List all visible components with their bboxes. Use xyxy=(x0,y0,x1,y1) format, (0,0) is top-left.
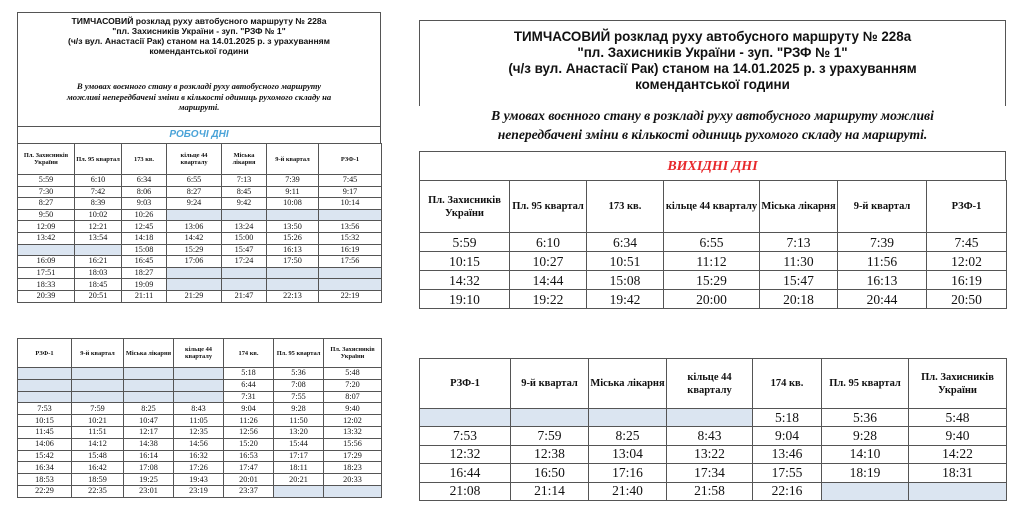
time-cell: 16:45 xyxy=(122,256,167,268)
table-row xyxy=(18,426,382,438)
time-cell: 7:55 xyxy=(274,391,324,403)
time-cell: 16:44 xyxy=(420,464,511,482)
time-cell xyxy=(319,279,382,291)
time-cell: 8:39 xyxy=(75,198,122,210)
time-cell: 17:47 xyxy=(224,462,274,474)
time-cell xyxy=(324,485,382,497)
time-cell: 8:43 xyxy=(174,403,224,415)
time-cell: 7:59 xyxy=(72,403,124,415)
stop-header: Пл. Захисників України xyxy=(909,359,1007,409)
time-cell: 6:55 xyxy=(664,233,760,252)
stop-header: Міська лікарня xyxy=(222,144,267,175)
time-cell: 12:21 xyxy=(75,221,122,233)
time-cell xyxy=(72,368,124,380)
table-row xyxy=(18,485,382,497)
time-cell: 13:42 xyxy=(18,232,75,244)
time-cell: 5:59 xyxy=(18,175,75,187)
stop-header: 173 кв. xyxy=(587,181,664,233)
time-cell xyxy=(267,267,319,279)
wartime-note-left: В умовах воєнного стану в розкладі руху автобусного маршруту можливі непередбачені зміни в кількості одиниць рухомого складу на маршруті. xyxy=(17,79,381,126)
time-cell: 22:19 xyxy=(319,290,382,302)
time-cell: 8:25 xyxy=(124,403,174,415)
time-cell xyxy=(167,279,222,291)
time-cell: 23:37 xyxy=(224,485,274,497)
table-row xyxy=(18,368,382,380)
time-cell: 13:54 xyxy=(75,232,122,244)
weekend-reverse-table xyxy=(419,358,1007,501)
stop-header: Пл. 95 квартал xyxy=(274,339,324,368)
stop-header: Міська лікарня xyxy=(760,181,838,233)
time-cell: 7:45 xyxy=(927,233,1007,252)
time-cell: 20:33 xyxy=(324,474,382,486)
time-cell: 12:09 xyxy=(18,221,75,233)
time-cell: 20:51 xyxy=(75,290,122,302)
stop-header: Пл. Захисників України xyxy=(420,181,510,233)
time-cell: 16:19 xyxy=(319,244,382,256)
weekday-forward-panel xyxy=(17,12,381,303)
time-cell: 10:15 xyxy=(18,415,72,427)
time-cell: 7:20 xyxy=(324,379,382,391)
time-cell: 18:27 xyxy=(122,267,167,279)
time-cell: 8:45 xyxy=(222,186,267,198)
table-row xyxy=(18,221,382,233)
time-cell: 13:24 xyxy=(222,221,267,233)
schedule-title-left: ТИМЧАСОВИЙ розклад руху автобусного маршруту № 228а "пл. Захисників України - зуп. "РЗФ № 1" (ч/з вул. Анастасії Рак) станом на 14.01.2025 р. з урахуванням комендантської години xyxy=(17,12,381,79)
time-cell: 15:08 xyxy=(587,271,664,290)
time-cell: 8:43 xyxy=(667,427,753,445)
stop-header: 173 кв. xyxy=(122,144,167,175)
time-cell xyxy=(274,485,324,497)
time-cell: 18:31 xyxy=(909,464,1007,482)
time-cell: 14:32 xyxy=(420,271,510,290)
time-cell xyxy=(75,244,122,256)
time-cell: 10:51 xyxy=(587,252,664,271)
table-row xyxy=(420,427,1007,445)
time-cell: 13:06 xyxy=(167,221,222,233)
time-cell: 14:44 xyxy=(510,271,587,290)
weekday-reverse-table xyxy=(17,338,382,498)
time-cell: 18:53 xyxy=(18,474,72,486)
time-cell: 22:13 xyxy=(267,290,319,302)
time-cell: 8:06 xyxy=(122,186,167,198)
stop-header: кільце 44 кварталу xyxy=(667,359,753,409)
time-cell xyxy=(511,409,589,427)
time-cell xyxy=(174,391,224,403)
time-cell xyxy=(124,391,174,403)
time-cell: 15:47 xyxy=(222,244,267,256)
time-cell: 9:04 xyxy=(224,403,274,415)
table-row xyxy=(18,256,382,268)
time-cell: 18:59 xyxy=(72,474,124,486)
time-cell: 13:04 xyxy=(589,445,667,463)
time-cell: 21:40 xyxy=(589,482,667,500)
time-cell: 14:18 xyxy=(122,232,167,244)
time-cell: 5:59 xyxy=(420,233,510,252)
time-cell: 19:22 xyxy=(510,290,587,309)
time-cell xyxy=(222,279,267,291)
time-cell xyxy=(18,244,75,256)
time-cell xyxy=(72,391,124,403)
time-cell: 15:42 xyxy=(18,450,72,462)
time-cell: 13:46 xyxy=(753,445,822,463)
time-cell: 20:18 xyxy=(760,290,838,309)
time-cell: 15:56 xyxy=(324,438,382,450)
time-cell: 21:14 xyxy=(511,482,589,500)
time-cell: 10:27 xyxy=(510,252,587,271)
time-cell: 21:29 xyxy=(167,290,222,302)
stop-header: РЗФ-1 xyxy=(319,144,382,175)
time-cell: 8:27 xyxy=(167,186,222,198)
time-cell: 13:32 xyxy=(324,426,382,438)
time-cell: 12:32 xyxy=(420,445,511,463)
time-cell: 7:13 xyxy=(760,233,838,252)
time-cell: 13:20 xyxy=(274,426,324,438)
time-cell: 6:34 xyxy=(587,233,664,252)
time-cell xyxy=(319,267,382,279)
time-cell: 10:21 xyxy=(72,415,124,427)
time-cell: 21:58 xyxy=(667,482,753,500)
weekend-reverse-panel xyxy=(419,358,1006,501)
time-cell: 17:50 xyxy=(267,256,319,268)
time-cell: 18:11 xyxy=(274,462,324,474)
time-cell xyxy=(72,379,124,391)
table-row xyxy=(420,233,1007,252)
time-cell: 7:13 xyxy=(222,175,267,187)
time-cell: 22:35 xyxy=(72,485,124,497)
table-row xyxy=(18,438,382,450)
weekend-forward-panel xyxy=(419,20,1006,309)
stop-header: Пл. 95 квартал xyxy=(822,359,909,409)
time-cell: 19:10 xyxy=(420,290,510,309)
time-cell: 19:25 xyxy=(124,474,174,486)
time-cell: 11:56 xyxy=(838,252,927,271)
weekday-forward-table xyxy=(17,143,382,303)
time-cell: 12:45 xyxy=(122,221,167,233)
time-cell xyxy=(909,482,1007,500)
time-cell: 8:07 xyxy=(324,391,382,403)
time-cell: 10:15 xyxy=(420,252,510,271)
time-cell: 11:12 xyxy=(664,252,760,271)
time-cell xyxy=(124,379,174,391)
time-cell: 19:09 xyxy=(122,279,167,291)
time-cell: 9:24 xyxy=(167,198,222,210)
time-cell: 22:29 xyxy=(18,485,72,497)
time-cell: 11:45 xyxy=(18,426,72,438)
wartime-note-right: В умовах воєнного стану в розкладі руху автобусного маршруту можливі непередбачені зміни в кількості одиниць рухомого складу на маршруті. xyxy=(491,108,934,142)
time-cell: 15:26 xyxy=(267,232,319,244)
time-cell: 9:28 xyxy=(822,427,909,445)
stop-header: РЗФ-1 xyxy=(18,339,72,368)
time-cell: 15:44 xyxy=(274,438,324,450)
time-cell: 10:47 xyxy=(124,415,174,427)
time-cell xyxy=(222,267,267,279)
time-cell: 14:06 xyxy=(18,438,72,450)
time-cell: 20:21 xyxy=(274,474,324,486)
time-cell: 11:30 xyxy=(760,252,838,271)
time-cell: 10:14 xyxy=(319,198,382,210)
time-cell: 12:35 xyxy=(174,426,224,438)
time-cell: 5:36 xyxy=(822,409,909,427)
time-cell: 17:06 xyxy=(167,256,222,268)
stop-header: Пл. Захисників України xyxy=(18,144,75,175)
time-cell: 10:26 xyxy=(122,209,167,221)
table-row xyxy=(18,450,382,462)
stop-header: Міська лікарня xyxy=(124,339,174,368)
time-cell: 16:14 xyxy=(124,450,174,462)
time-cell: 15:47 xyxy=(760,271,838,290)
time-cell: 18:33 xyxy=(18,279,75,291)
time-cell xyxy=(167,209,222,221)
stop-header: 174 кв. xyxy=(224,339,274,368)
time-cell: 20:44 xyxy=(838,290,927,309)
stop-header: РЗФ-1 xyxy=(927,181,1007,233)
time-cell: 15:00 xyxy=(222,232,267,244)
time-cell: 17:26 xyxy=(174,462,224,474)
time-cell: 14:10 xyxy=(822,445,909,463)
table-row xyxy=(18,415,382,427)
time-cell: 21:47 xyxy=(222,290,267,302)
time-cell: 5:36 xyxy=(274,368,324,380)
time-cell: 18:03 xyxy=(75,267,122,279)
time-cell: 17:51 xyxy=(18,267,75,279)
time-cell: 7:53 xyxy=(420,427,511,445)
time-cell: 5:18 xyxy=(224,368,274,380)
time-cell xyxy=(319,209,382,221)
table-row xyxy=(420,271,1007,290)
stop-header: 9-й квартал xyxy=(511,359,589,409)
time-cell: 15:48 xyxy=(72,450,124,462)
time-cell xyxy=(667,409,753,427)
weekend-label: ВИХІДНІ ДНІ xyxy=(419,151,1006,180)
time-cell: 14:22 xyxy=(909,445,1007,463)
stop-header: Пл. 95 квартал xyxy=(75,144,122,175)
time-cell: 9:42 xyxy=(222,198,267,210)
table-row xyxy=(18,198,382,210)
time-cell xyxy=(267,209,319,221)
time-cell: 5:18 xyxy=(753,409,822,427)
time-cell: 11:50 xyxy=(274,415,324,427)
table-row xyxy=(18,244,382,256)
time-cell: 15:29 xyxy=(664,271,760,290)
table-row xyxy=(18,403,382,415)
stop-header: 174 кв. xyxy=(753,359,822,409)
time-cell: 13:22 xyxy=(667,445,753,463)
time-cell: 11:26 xyxy=(224,415,274,427)
time-cell xyxy=(589,409,667,427)
time-cell xyxy=(822,482,909,500)
table-row xyxy=(420,464,1007,482)
stop-header: кільце 44 кварталу xyxy=(664,181,760,233)
time-cell xyxy=(222,209,267,221)
stop-header: Міська лікарня xyxy=(589,359,667,409)
time-cell: 9:40 xyxy=(324,403,382,415)
time-cell: 7:39 xyxy=(838,233,927,252)
time-cell: 16:50 xyxy=(511,464,589,482)
stop-header: 9-й квартал xyxy=(267,144,319,175)
time-cell: 10:02 xyxy=(75,209,122,221)
time-cell: 7:39 xyxy=(267,175,319,187)
time-cell: 8:25 xyxy=(589,427,667,445)
time-cell: 16:21 xyxy=(75,256,122,268)
time-cell: 20:01 xyxy=(224,474,274,486)
table-row xyxy=(18,379,382,391)
time-cell xyxy=(18,368,72,380)
time-cell: 5:48 xyxy=(909,409,1007,427)
table-row xyxy=(18,186,382,198)
weekend-forward-table xyxy=(419,180,1007,309)
table-row xyxy=(18,232,382,244)
time-cell: 17:55 xyxy=(753,464,822,482)
time-cell: 6:34 xyxy=(122,175,167,187)
time-cell: 10:08 xyxy=(267,198,319,210)
time-cell: 16:34 xyxy=(18,462,72,474)
time-cell: 7:42 xyxy=(75,186,122,198)
stop-header: кільце 44 кварталу xyxy=(174,339,224,368)
time-cell: 6:10 xyxy=(510,233,587,252)
table-row xyxy=(18,209,382,221)
time-cell xyxy=(174,368,224,380)
time-cell: 22:16 xyxy=(753,482,822,500)
table-row xyxy=(18,279,382,291)
time-cell: 11:51 xyxy=(72,426,124,438)
table-row xyxy=(420,482,1007,500)
time-cell: 17:08 xyxy=(124,462,174,474)
time-cell: 14:38 xyxy=(124,438,174,450)
table-row xyxy=(18,267,382,279)
time-cell: 12:02 xyxy=(324,415,382,427)
stop-header: Пл. Захисників України xyxy=(324,339,382,368)
time-cell: 17:29 xyxy=(324,450,382,462)
time-cell: 16:19 xyxy=(927,271,1007,290)
table-row xyxy=(420,252,1007,271)
stop-header: Пл. 95 квартал xyxy=(510,181,587,233)
time-cell: 15:32 xyxy=(319,232,382,244)
time-cell xyxy=(174,379,224,391)
time-cell: 13:56 xyxy=(319,221,382,233)
time-cell: 9:11 xyxy=(267,186,319,198)
time-cell: 9:40 xyxy=(909,427,1007,445)
time-cell: 12:02 xyxy=(927,252,1007,271)
weekday-label: РОБОЧІ ДНІ xyxy=(17,126,381,143)
table-row xyxy=(18,391,382,403)
time-cell: 17:24 xyxy=(222,256,267,268)
time-cell: 12:56 xyxy=(224,426,274,438)
table-row xyxy=(420,409,1007,427)
time-cell: 15:08 xyxy=(122,244,167,256)
time-cell xyxy=(124,368,174,380)
time-cell: 16:32 xyxy=(174,450,224,462)
time-cell: 9:03 xyxy=(122,198,167,210)
table-row xyxy=(18,290,382,302)
time-cell: 19:42 xyxy=(587,290,664,309)
time-cell xyxy=(167,267,222,279)
time-cell: 16:53 xyxy=(224,450,274,462)
time-cell: 20:39 xyxy=(18,290,75,302)
time-cell: 5:48 xyxy=(324,368,382,380)
time-cell: 21:08 xyxy=(420,482,511,500)
weekday-reverse-panel xyxy=(17,338,381,498)
time-cell: 15:20 xyxy=(224,438,274,450)
time-cell: 20:00 xyxy=(664,290,760,309)
time-cell: 21:11 xyxy=(122,290,167,302)
time-cell: 17:17 xyxy=(274,450,324,462)
stop-header: 9-й квартал xyxy=(838,181,927,233)
time-cell: 9:50 xyxy=(18,209,75,221)
time-cell: 11:05 xyxy=(174,415,224,427)
time-cell: 12:38 xyxy=(511,445,589,463)
time-cell: 6:44 xyxy=(224,379,274,391)
stop-header: кільце 44 кварталу xyxy=(167,144,222,175)
table-row xyxy=(420,445,1007,463)
stop-header: 9-й квартал xyxy=(72,339,124,368)
time-cell: 18:23 xyxy=(324,462,382,474)
time-cell: 14:12 xyxy=(72,438,124,450)
time-cell: 16:13 xyxy=(267,244,319,256)
time-cell: 7:59 xyxy=(511,427,589,445)
time-cell: 7:53 xyxy=(18,403,72,415)
time-cell: 8:27 xyxy=(18,198,75,210)
time-cell: 6:10 xyxy=(75,175,122,187)
time-cell: 23:01 xyxy=(124,485,174,497)
time-cell: 18:45 xyxy=(75,279,122,291)
time-cell: 14:56 xyxy=(174,438,224,450)
table-row xyxy=(420,290,1007,309)
time-cell: 12:17 xyxy=(124,426,174,438)
time-cell: 17:16 xyxy=(589,464,667,482)
time-cell: 19:43 xyxy=(174,474,224,486)
time-cell xyxy=(18,379,72,391)
time-cell xyxy=(420,409,511,427)
time-cell: 13:50 xyxy=(267,221,319,233)
time-cell: 17:56 xyxy=(319,256,382,268)
time-cell: 20:50 xyxy=(927,290,1007,309)
time-cell: 9:17 xyxy=(319,186,382,198)
time-cell: 7:30 xyxy=(18,186,75,198)
time-cell: 9:28 xyxy=(274,403,324,415)
time-cell: 9:04 xyxy=(753,427,822,445)
time-cell: 6:55 xyxy=(167,175,222,187)
table-row xyxy=(18,175,382,187)
stop-header: РЗФ-1 xyxy=(420,359,511,409)
time-cell xyxy=(18,391,72,403)
table-row xyxy=(18,474,382,486)
time-cell: 18:19 xyxy=(822,464,909,482)
table-row xyxy=(18,462,382,474)
time-cell: 7:45 xyxy=(319,175,382,187)
time-cell: 7:08 xyxy=(274,379,324,391)
time-cell: 16:09 xyxy=(18,256,75,268)
time-cell: 7:31 xyxy=(224,391,274,403)
time-cell: 14:42 xyxy=(167,232,222,244)
time-cell: 16:13 xyxy=(838,271,927,290)
time-cell: 23:19 xyxy=(174,485,224,497)
schedule-title-right: ТИМЧАСОВИЙ розклад руху автобусного маршруту № 228а "пл. Захисників України - зуп. "РЗФ № 1" (ч/з вул. Анастасії Рак) станом на 14.01.2025 р. з урахуванням комендантської години xyxy=(419,20,1006,106)
time-cell: 17:34 xyxy=(667,464,753,482)
time-cell xyxy=(267,279,319,291)
time-cell: 15:29 xyxy=(167,244,222,256)
time-cell: 16:42 xyxy=(72,462,124,474)
